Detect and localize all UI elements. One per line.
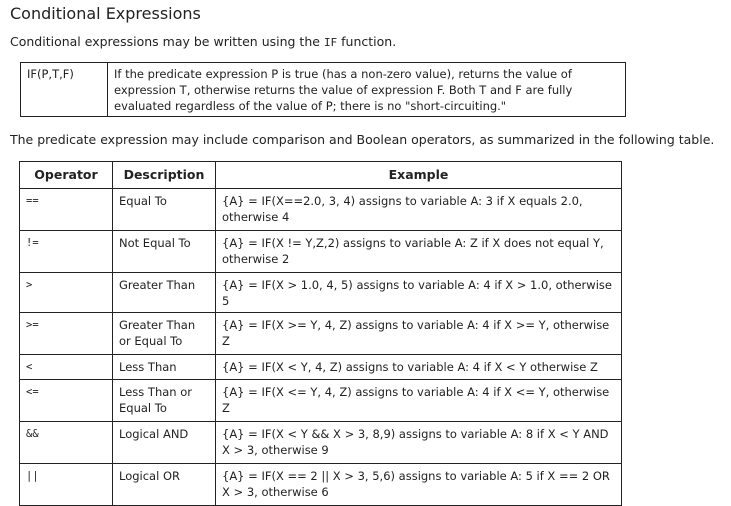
- table-row: [20, 313, 622, 355]
- operator-cell: ||: [20, 464, 113, 506]
- description-cell: Less Than: [113, 355, 216, 380]
- description-cell: Less Than or Equal To: [113, 380, 216, 422]
- example-cell: {A} = IF(X <= Y, 4, Z) assigns to variable A: 4 if X <= Y, otherwise Z: [216, 380, 622, 422]
- table-row: [20, 231, 622, 273]
- description-cell: Logical OR: [113, 464, 216, 506]
- operators-table: [19, 161, 622, 506]
- operator-cell: >: [20, 273, 113, 313]
- operators-header-row: [20, 162, 622, 189]
- header-description: Description: [113, 162, 216, 189]
- example-cell: {A} = IF(X == 2 || X > 3, 5,6) assigns to variable A: 5 if X == 2 OR X > 3, otherwise 6: [216, 464, 622, 506]
- intro-paragraph: [10, 34, 396, 49]
- table-row: [20, 380, 622, 422]
- description-cell: Not Equal To: [113, 231, 216, 273]
- example-cell: {A} = IF(X > 1.0, 4, 5) assigns to variable A: 4 if X > 1.0, otherwise 5: [216, 273, 622, 313]
- intro-text-after: function.: [337, 34, 397, 49]
- description-cell: Greater Than: [113, 273, 216, 313]
- page-title: Conditional Expressions: [10, 4, 201, 23]
- if-syntax-table: [20, 62, 626, 117]
- syntax-description-cell: If the predicate expression P is true (has a non-zero value), returns the value of expression T, otherwise returns the value of expression F. Both T and F are fully evaluated regardless of the value of P; there is no "short-circuiting.": [108, 63, 626, 117]
- table-row: [20, 273, 622, 313]
- syntax-row: [21, 63, 626, 117]
- example-cell: {A} = IF(X < Y && X > 3, 8,9) assigns to variable A: 8 if X < Y AND X > 3, otherwise 9: [216, 422, 622, 464]
- header-operator: Operator: [20, 162, 113, 189]
- operator-cell: <: [20, 355, 113, 380]
- description-cell: Greater Than or Equal To: [113, 313, 216, 355]
- description-cell: Equal To: [113, 189, 216, 231]
- description-cell: Logical AND: [113, 422, 216, 464]
- table-row: [20, 422, 622, 464]
- operator-cell: <=: [20, 380, 113, 422]
- syntax-function-cell: IF(P,T,F): [21, 63, 108, 117]
- example-cell: {A} = IF(X >= Y, 4, Z) assigns to variable A: 4 if X >= Y, otherwise Z: [216, 313, 622, 355]
- example-cell: {A} = IF(X < Y, 4, Z) assigns to variable A: 4 if X < Y otherwise Z: [216, 355, 622, 380]
- table-row: [20, 189, 622, 231]
- example-cell: {A} = IF(X != Y,Z,2) assigns to variable A: Z if X does not equal Y, otherwise 2: [216, 231, 622, 273]
- intro-text-before: Conditional expressions may be written using the: [10, 34, 324, 49]
- table-row: [20, 355, 622, 380]
- if-function-code: IF: [323, 36, 338, 49]
- operator-cell: ==: [20, 189, 113, 231]
- example-cell: {A} = IF(X==2.0, 3, 4) assigns to variable A: 3 if X equals 2.0, otherwise 4: [216, 189, 622, 231]
- header-example: Example: [216, 162, 622, 189]
- operator-cell: &&: [20, 422, 113, 464]
- table-row: [20, 464, 622, 506]
- operator-cell: >=: [20, 313, 113, 355]
- operators-intro-paragraph: The predicate expression may include comparison and Boolean operators, as summarized in the following table.: [10, 132, 715, 147]
- operator-cell: !=: [20, 231, 113, 273]
